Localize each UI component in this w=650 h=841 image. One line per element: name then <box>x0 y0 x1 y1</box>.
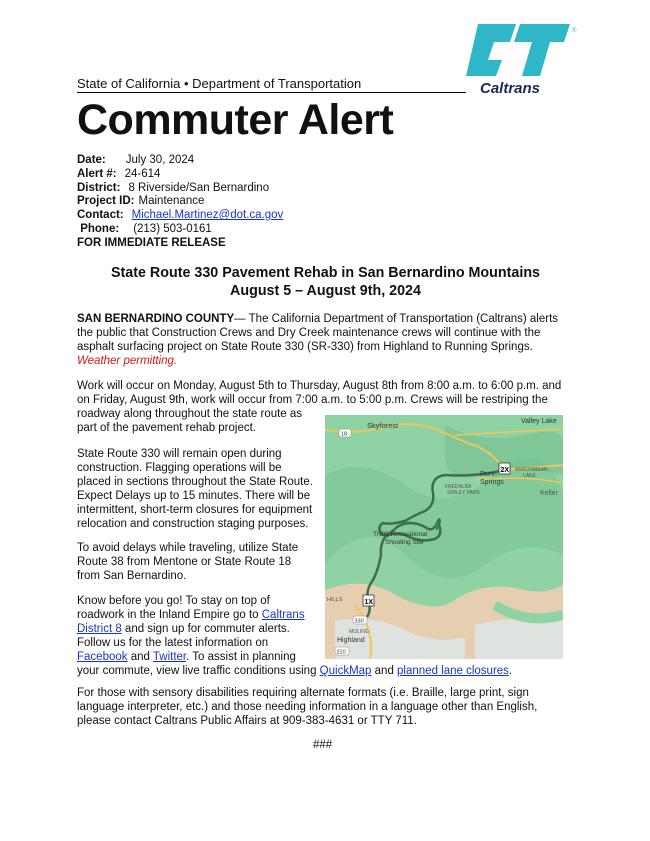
svg-text:Skyforest: Skyforest <box>367 421 399 430</box>
district-row: District: 8 Riverside/San Bernardino <box>77 181 270 194</box>
paragraph-know-before-you-go: Know before you go! To stay on top of roadwork in the Inland Empire go to Caltrans District 8 and sign up for commuter alerts. Follow us for the latest information on Facebook and Twitter. To assist in planning your commute, view live traffic conditions using QuickMap and planned lane closures. <box>77 595 513 677</box>
svg-text:MOLING: MOLING <box>349 629 369 635</box>
paragraph-schedule: Work will occur on Monday, August 5th to Thursday, August 8th from 8:00 a.m. to 6:00 p.m. and on Friday, August 9th, work will occur from 7:00 a.m. to 5:00 p.m. Crews will be restriping the roadway along throughout the state route as part of the pavement rehab project. <box>77 380 562 434</box>
facebook-link[interactable]: Facebook <box>77 651 128 663</box>
svg-text:Runn: Runn <box>480 471 497 478</box>
marker-1 <box>363 595 374 606</box>
svg-text:LAKE: LAKE <box>523 473 536 479</box>
svg-text:HILLS: HILLS <box>327 597 343 603</box>
svg-text:1X: 1X <box>364 599 374 606</box>
svg-text:Springs: Springs <box>480 479 504 486</box>
page-title: Commuter Alert <box>77 96 394 144</box>
logo-wordmark: Caltrans <box>480 80 541 97</box>
svg-text:®: ® <box>572 28 577 34</box>
paragraph-intro: SAN BERNARDINO COUNTY— The California Department of Transportation (Caltrans) alerts the public that Construction Crews and Dry Creek maintenance crews will continue with the asphalt surfacing project on State Route 330 (SR-330) from Highland to Running Springs. Weather permitting. <box>77 313 559 367</box>
header-rule <box>77 92 466 93</box>
svg-text:330: 330 <box>354 618 364 625</box>
svg-text:SMILEY PARK: SMILEY PARK <box>447 490 480 496</box>
contact-email-link[interactable]: Michael.Martinez@dot.ca.gov <box>131 209 284 222</box>
route-330-shield <box>353 616 367 625</box>
paragraph-open-route: State Route 330 will remain open during construction. Flagging operations will be placed in sections throughout the State Route. Expect Delays up to 15 minutes. There will be intermittent, short-term closures for equipment relocation and construction staging purposes. <box>77 448 313 530</box>
svg-text:Valley Lake: Valley Lake <box>521 418 557 425</box>
release-row: FOR IMMEDIATE RELEASE <box>77 236 226 249</box>
headline <box>77 264 574 300</box>
route-210-shield <box>335 647 349 656</box>
planned-lane-closures-link[interactable]: planned lane closures <box>397 665 509 677</box>
alert-row: Alert #: 24-614 <box>77 167 161 180</box>
svg-text:FREDALBA: FREDALBA <box>445 484 472 490</box>
svg-text:Keller: Keller <box>540 490 558 497</box>
caltrans-district-link-cont[interactable]: District 8 <box>77 623 122 635</box>
route-map <box>325 415 563 659</box>
svg-text:TN09 Recreational: TN09 Recreational <box>373 531 428 538</box>
svg-text:Highland: Highland <box>337 637 365 644</box>
paragraph-alternate-routes: To avoid delays while traveling, utilize State Route 38 from Mentone or State Route 18 from San Bernardino. <box>77 542 299 582</box>
twitter-link[interactable]: Twitter <box>152 651 187 663</box>
project-row: Project ID: Maintenance <box>77 195 205 208</box>
headline-line-2: August 5 – August 9th, 2024 <box>230 283 421 299</box>
caltrans-logo <box>466 18 578 98</box>
weather-note: Weather permitting. <box>77 355 178 367</box>
caltrans-district-link[interactable]: Caltrans <box>261 609 305 621</box>
paragraph-accessibility: For those with sensory disabilities requiring alternate formats (i.e. Braille, large print, sign language interpreter, etc.) and those needing information in a language other than English, please contact Caltrans Public Affairs at 909-383-4631 or TTY 711. <box>77 687 538 727</box>
headline-line-1: State Route 330 Pavement Rehab in San Bernardino Mountains <box>111 265 540 281</box>
route-18-shield <box>339 429 351 438</box>
phone-row: Phone: (213) 503-0161 <box>80 222 212 235</box>
end-mark: ### <box>313 739 333 751</box>
department-line: State of California • Department of Transportation <box>77 76 362 91</box>
svg-text:210: 210 <box>336 649 346 656</box>
date-row: Date: July 30, 2024 <box>77 154 195 166</box>
contact-row: Contact: Michael.Martinez@dot.ca.gov <box>77 209 284 222</box>
svg-text:Shooting Site: Shooting Site <box>385 539 424 546</box>
alert-metadata <box>77 154 283 251</box>
svg-text:ARROWBEAR: ARROWBEAR <box>515 467 548 473</box>
svg-text:2X: 2X <box>500 467 510 474</box>
quickmap-link[interactable]: QuickMap <box>319 665 372 677</box>
marker-2 <box>499 463 510 474</box>
svg-text:18: 18 <box>341 431 348 438</box>
